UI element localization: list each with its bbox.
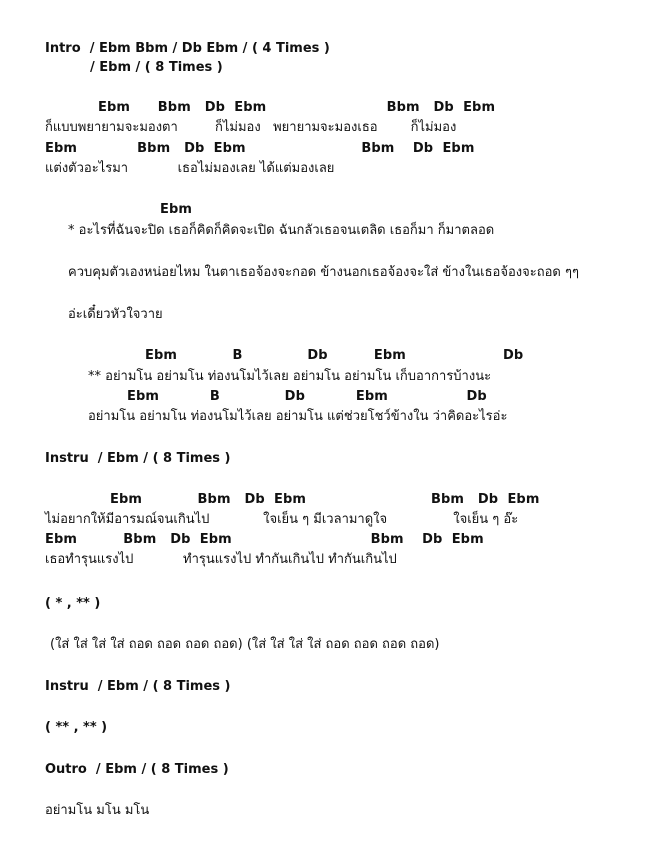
verse1-chords-1: Ebm Bbm Db Ebm Bbm Db Ebm [98, 100, 496, 115]
chorus1-lyric-3: อ่ะเดี๋ยวหัวใจวาย [68, 307, 163, 322]
chorus2-lyric-1: ** อย่ามโน อย่ามโน ท่องนโมไว้เลย อย่ามโน อย่ามโน เก็บอาการบ้างนะ [88, 369, 492, 384]
intro-line: Intro / Ebm Bbm / Db Ebm / ( 4 Times ) [45, 41, 330, 56]
verse1-lyric-2: แต่งตัวอะไรมา เธอไม่มองเลย ได้แต่มองเลย [45, 161, 335, 176]
outro-line: Outro / Ebm / ( 8 Times ) [45, 762, 229, 777]
repeat-marker-2: ( ** , ** ) [45, 720, 108, 735]
repeat-marker-1: ( * , ** ) [45, 596, 101, 611]
chorus1-lyric-1: * อะไรที่ฉันจะปิด เธอก็คิดก็คิดจะเปิด ฉันกลัวเธอจนเตลิด เธอก็มา ก็มาตลอด [68, 223, 495, 238]
chorus2-chords-2: Ebm B Db Ebm Db [127, 389, 487, 404]
verse2-chords-2: Ebm Bbm Db Ebm Bbm Db Ebm [45, 532, 484, 547]
verse2-lyric-2: เธอทำรุนแรงไป ทำรุนแรงไป ทำกันเกินไป ทำกันเกินไป [45, 552, 397, 567]
chorus2-lyric-2: อย่ามโน อย่ามโน ท่องนโมไว้เลย อย่ามโน แต่ช่วยโชว์ข้างใน ว่าคิดอะไรอ่ะ [88, 409, 508, 424]
verse1-lyric-1: ก็แบบพยายามจะมองตา ก็ไม่มอง พยายามจะมองเธอ ก็ไม่มอง [45, 120, 457, 135]
chorus1-chord: Ebm [160, 202, 193, 217]
ending-lyric: อย่ามโน มโน มโน [45, 803, 150, 818]
verse2-chords-1: Ebm Bbm Db Ebm Bbm Db Ebm [110, 492, 540, 507]
verse1-chords-2: Ebm Bbm Db Ebm Bbm Db Ebm [45, 141, 475, 156]
intro-repeat-line: / Ebm / ( 8 Times ) [90, 60, 223, 75]
chorus1-lyric-2: ควบคุมตัวเองหน่อยไหม ในตาเธอจ้องจะกอด ข้างนอกเธอจ้องจะใส่ ข้างในเธอจ้องจะถอด ๆๆ [68, 265, 579, 280]
instru-line-1: Instru / Ebm / ( 8 Times ) [45, 451, 231, 466]
chant-line: (ใส่ ใส่ ใส่ ใส่ ถอด ถอด ถอด ถอด) (ใส่ ใส่ ใส่ ใส่ ถอด ถอด ถอด ถอด) [50, 637, 440, 652]
verse2-lyric-1: ไม่อยากให้มีอารมณ์จนเกินไป ใจเย็น ๆ มีเวลามาดูใจ ใจเย็น ๆ อ๊ะ [45, 512, 519, 527]
chorus2-chords-1: Ebm B Db Ebm Db [145, 348, 524, 363]
instru-line-2: Instru / Ebm / ( 8 Times ) [45, 679, 231, 694]
